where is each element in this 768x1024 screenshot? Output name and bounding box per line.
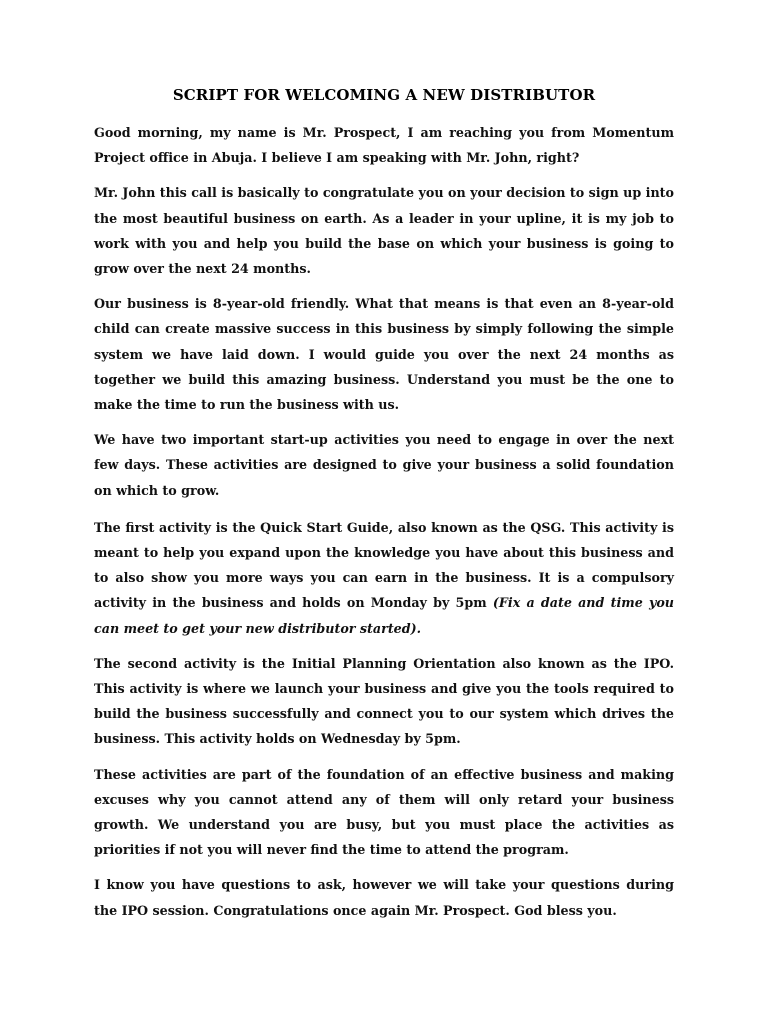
paragraph-congratulations: Mr. John this call is basically to congratulate you on your decision to sign up into the most beautiful business on earth. As a leader in your upline, it is my job to work with you and help you build the base on which your business is going to grow over the next 24 months. xyxy=(94,185,674,277)
paragraph-foundation: These activities are part of the foundation of an effective business and making excuses why you cannot attend any of them will only retard your business growth. We understand you are busy, but you must place the activities as priorities if not you will never find the time to attend the program. xyxy=(94,766,674,858)
paragraph-closing: I know you have questions to ask, however we will take your questions during the IPO session. Congratulations once again Mr. Prospect. God bless you. xyxy=(94,877,674,918)
paragraph-ipo: The second activity is the Initial Planning Orientation also known as the IPO. This activity is where we launch your business and give you the tools required to build the business successfully and connect you to our system which drives the business. This activity holds on Wednesday by 5pm. xyxy=(94,655,674,747)
document-title: SCRIPT FOR WELCOMING A NEW DISTRIBUTOR xyxy=(172,86,596,104)
paragraph-qsg-end: . xyxy=(416,620,422,636)
paragraph-qsg xyxy=(94,515,674,641)
paragraph-business-friendly: Our business is 8-year-old friendly. What that means is that even an 8-year-old child can create massive success in this business by simply following the simple system we have laid down. I would guide you over the next 24 months as together we build this amazing business. Understand you must be the one to make the time to run the business with us. xyxy=(94,296,674,413)
paragraph-qsg-text: The first activity is the Quick Start Guide, also known as the QSG. This activity is meant to help you expand upon the knowledge you have about this business and to also show you more ways you can earn in the business. It is a compulsory activity in the business and holds on Monday by 5pm xyxy=(94,519,674,611)
paragraph-greeting: Good morning, my name is Mr. Prospect, I am reaching you from Momentum Project office in Abuja. I believe I am speaking with Mr. John, right? xyxy=(94,125,674,166)
document-body xyxy=(94,86,674,933)
paragraph-startup-activities: We have two important start-up activities you need to engage in over the next few days. These activities are designed to give your business a solid foundation on which to grow. xyxy=(94,432,674,498)
paragraph-qsg-emphasis: (Fix a date and time you can meet to get your new distributor started) xyxy=(94,595,675,636)
